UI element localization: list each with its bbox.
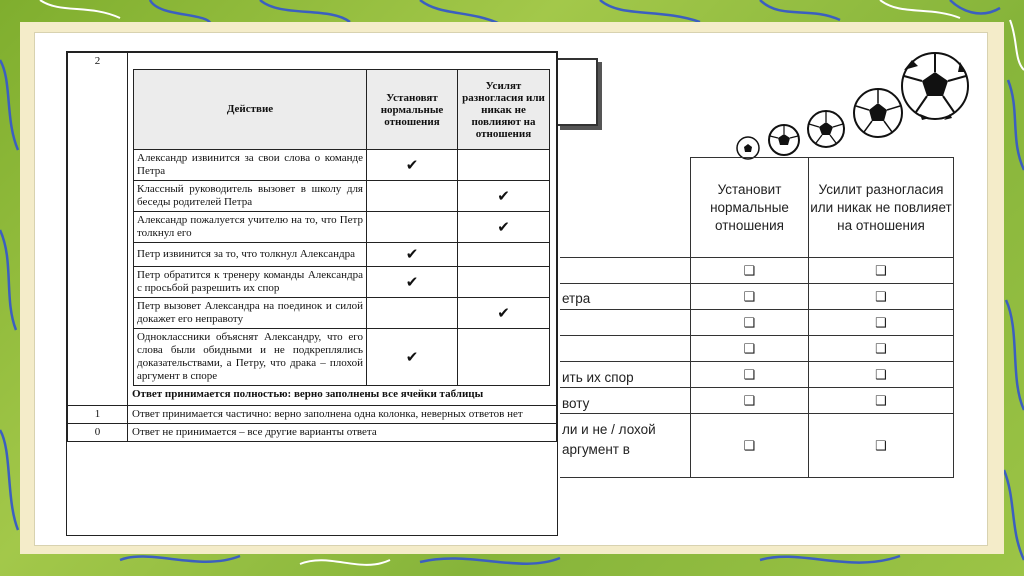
checkbox[interactable]: ❑ — [809, 336, 954, 362]
action-text: Петр извинится за то, что толкнул Александра — [134, 243, 367, 267]
title-box-fragment — [556, 58, 598, 126]
action-text: Одноклассники объяснят Александру, что его слова были обидными и не подкреплялись доказательствами, а Петру, что драка – плохой аргумент в споре — [134, 329, 367, 386]
check-icon: ✔ — [405, 274, 419, 291]
cell-normal-relations — [367, 298, 458, 329]
cell-worsen-relations — [458, 329, 550, 386]
cell-worsen-relations — [458, 243, 550, 267]
slide-table-header-col2: Усилит разногласия или никак не повлияет на отношения — [809, 158, 954, 258]
action-text: Александр пожалуется учителю на то, что Петр толкнул его — [134, 212, 367, 243]
table-row — [134, 267, 550, 298]
checkbox[interactable]: ❑ — [809, 310, 954, 336]
checkbox[interactable]: ❑ — [691, 388, 809, 414]
soccer-ball-icon — [769, 125, 799, 155]
check-icon: ✔ — [405, 157, 419, 174]
check-icon: ✔ — [497, 219, 510, 236]
cell-normal-relations — [367, 150, 458, 181]
checkbox[interactable]: ❑ — [809, 284, 954, 310]
check-icon: ✔ — [405, 349, 419, 366]
table-row — [134, 243, 550, 267]
action-text: Классный руководитель вызовет в школу для беседы родителей Петра — [134, 181, 367, 212]
action-text: Петр вызовет Александра на поединок и силой докажет его неправоту — [134, 298, 367, 329]
slide-table-action-header — [560, 158, 691, 258]
cell-worsen-relations — [458, 267, 550, 298]
table-row — [134, 298, 550, 329]
checkbox[interactable]: ❑ — [691, 284, 809, 310]
table-row — [134, 212, 550, 243]
cell-worsen-relations — [458, 298, 550, 329]
slide-row-fragment: ли и не / лохой аргумент в — [562, 422, 656, 457]
table-row — [134, 150, 550, 181]
cell-normal-relations — [367, 212, 458, 243]
checkbox[interactable]: ❑ — [691, 310, 809, 336]
table-row — [134, 329, 550, 386]
header-action: Действие — [134, 70, 367, 150]
soccer-ball-icon — [808, 111, 844, 147]
score-1: 1 — [68, 406, 128, 424]
action-text: Александр извинится за свои слова о команде Петра — [134, 150, 367, 181]
checkbox[interactable]: ❑ — [809, 258, 954, 284]
checkbox[interactable]: ❑ — [809, 414, 954, 478]
check-icon: ✔ — [497, 305, 510, 322]
slide-row-fragment: воту — [562, 396, 590, 411]
checkbox[interactable]: ❑ — [809, 362, 954, 388]
header-worsen-relations: Усилят разногласия или никак не повлияют на отношения — [458, 70, 550, 150]
score-2: 2 — [68, 53, 128, 406]
soccer-ball-icon — [737, 137, 759, 159]
cell-worsen-relations — [458, 212, 550, 243]
soccer-ball-icon — [902, 53, 968, 120]
cell-normal-relations — [367, 329, 458, 386]
header-normal-relations: Установят нормальные отношения — [367, 70, 458, 150]
table-row — [134, 181, 550, 212]
checkbox[interactable]: ❑ — [691, 414, 809, 478]
checkbox[interactable]: ❑ — [691, 336, 809, 362]
answer-table — [133, 69, 550, 386]
slide-table-header-col1: Установит нормальные отношения — [691, 158, 809, 258]
criterion-2-text: Ответ принимается полностью: верно заполнены все ячейки таблицы — [132, 388, 484, 400]
action-text: Петр обратится к тренеру команды Александра с просьбой разрешить их спор — [134, 267, 367, 298]
cell-worsen-relations — [458, 150, 550, 181]
check-icon: ✔ — [405, 247, 419, 263]
criterion-0-text: Ответ не принимается – все другие варианты ответа — [128, 424, 557, 442]
criterion-1-text: Ответ принимается частично: верно заполнена одна колонка, неверных ответов нет — [128, 406, 557, 424]
slide-row-fragment: етра — [562, 291, 591, 306]
cell-worsen-relations — [458, 181, 550, 212]
check-icon: ✔ — [497, 188, 510, 205]
cell-normal-relations — [367, 181, 458, 212]
checkbox[interactable]: ❑ — [809, 388, 954, 414]
slide-row-fragment: ить их спор — [562, 370, 634, 385]
cell-normal-relations — [367, 267, 458, 298]
score-0: 0 — [68, 424, 128, 442]
soccer-ball-icon — [854, 89, 902, 137]
scanned-answer-key — [66, 51, 558, 536]
criteria-table — [67, 52, 557, 442]
checkbox[interactable]: ❑ — [691, 258, 809, 284]
checkbox[interactable]: ❑ — [691, 362, 809, 388]
cell-normal-relations — [367, 243, 458, 267]
